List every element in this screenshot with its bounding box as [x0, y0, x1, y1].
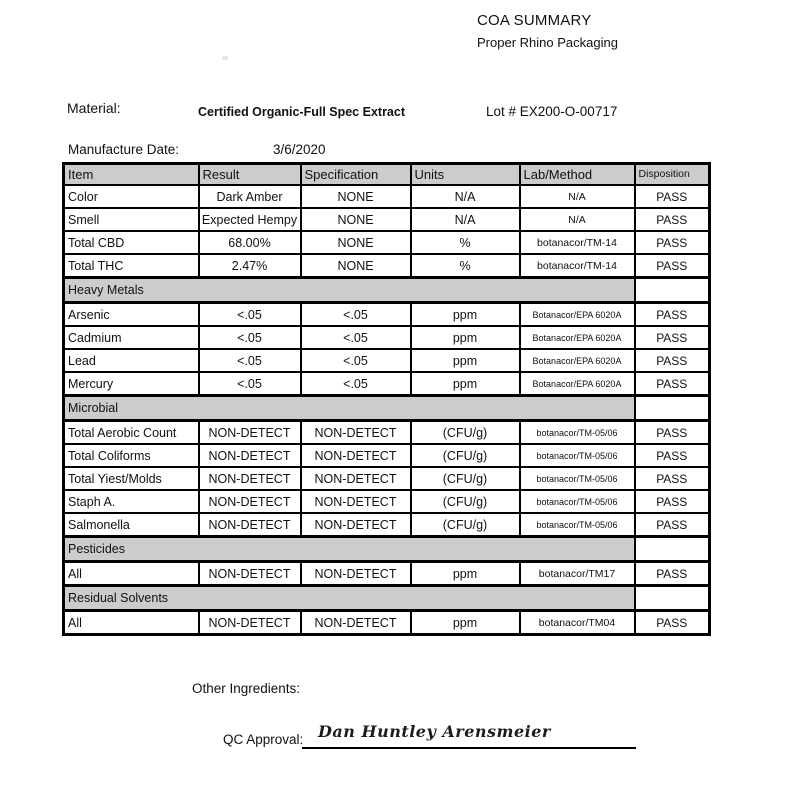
result-cell: 2.47% [199, 254, 301, 278]
section-row [64, 278, 710, 303]
column-header-specification: Specification [301, 164, 411, 186]
specification-cell: NONE [301, 231, 411, 254]
specification-cell: NON-DETECT [301, 467, 411, 490]
lab-method-cell: Botanacor/EPA 6020A [520, 326, 635, 349]
lab-method-cell: Botanacor/EPA 6020A [520, 349, 635, 372]
other-ingredients-label: Other Ingredients: [192, 681, 301, 696]
units-cell: (CFU/g) [411, 421, 520, 445]
table-row [64, 254, 710, 278]
disposition-cell: PASS [635, 303, 710, 327]
lab-method-cell: botanacor/TM-05/06 [520, 513, 635, 537]
table-row [64, 562, 710, 586]
item-cell: Total THC [64, 254, 199, 278]
units-cell: (CFU/g) [411, 490, 520, 513]
item-cell: Lead [64, 349, 199, 372]
section-label: Residual Solvents [64, 586, 635, 611]
specification-cell: NON-DETECT [301, 444, 411, 467]
lab-method-cell: botanacor/TM17 [520, 562, 635, 586]
lab-method-cell: N/A [520, 208, 635, 231]
section-label: Heavy Metals [64, 278, 635, 303]
section-row [64, 396, 710, 421]
result-cell: Expected Hempy [199, 208, 301, 231]
table-row [64, 513, 710, 537]
disposition-cell: PASS [635, 562, 710, 586]
lab-method-cell: botanacor/TM-05/06 [520, 444, 635, 467]
disposition-cell: PASS [635, 467, 710, 490]
coa-table-wrap [62, 162, 711, 636]
disposition-empty-cell [635, 396, 710, 421]
disposition-cell: PASS [635, 185, 710, 208]
disposition-cell: PASS [635, 326, 710, 349]
units-cell: % [411, 231, 520, 254]
table-row [64, 185, 710, 208]
item-cell: Staph A. [64, 490, 199, 513]
column-header-disposition: Disposition [635, 164, 710, 186]
disposition-empty-cell [635, 586, 710, 611]
qc-approval-label: QC Approval: [223, 732, 304, 747]
result-cell: Dark Amber [199, 185, 301, 208]
disposition-cell: PASS [635, 349, 710, 372]
units-cell: (CFU/g) [411, 467, 520, 490]
manufacture-date-label: Manufacture Date: [68, 142, 180, 157]
coa-table-body [64, 185, 710, 635]
lab-method-cell: botanacor/TM-05/06 [520, 490, 635, 513]
section-label: Pesticides [64, 537, 635, 562]
result-cell: NON-DETECT [199, 444, 301, 467]
lab-method-cell: botanacor/TM-05/06 [520, 467, 635, 490]
column-header-units: Units [411, 164, 520, 186]
result-cell: NON-DETECT [199, 611, 301, 635]
item-cell: All [64, 562, 199, 586]
units-cell: N/A [411, 185, 520, 208]
units-cell: (CFU/g) [411, 444, 520, 467]
table-row [64, 372, 710, 396]
lab-method-cell: botanacor/TM-05/06 [520, 421, 635, 445]
units-cell: ppm [411, 349, 520, 372]
specification-cell: NONE [301, 208, 411, 231]
qc-signature: Dan Huntley Arensmeier [318, 722, 551, 741]
coa-table [62, 162, 711, 636]
result-cell: NON-DETECT [199, 490, 301, 513]
units-cell: (CFU/g) [411, 513, 520, 537]
table-row [64, 303, 710, 327]
specification-cell: <.05 [301, 349, 411, 372]
doc-title: COA SUMMARY [477, 12, 592, 29]
specification-cell: NON-DETECT [301, 490, 411, 513]
result-cell: NON-DETECT [199, 513, 301, 537]
disposition-cell: PASS [635, 254, 710, 278]
item-cell: All [64, 611, 199, 635]
item-cell: Mercury [64, 372, 199, 396]
coa-table-head [64, 164, 710, 186]
table-row [64, 611, 710, 635]
table-row [64, 421, 710, 445]
specification-cell: NON-DETECT [301, 513, 411, 537]
result-cell: <.05 [199, 349, 301, 372]
table-row [64, 349, 710, 372]
lab-method-cell: Botanacor/EPA 6020A [520, 372, 635, 396]
units-cell: ppm [411, 611, 520, 635]
header-row [64, 164, 710, 186]
item-cell: Cadmium [64, 326, 199, 349]
result-cell: NON-DETECT [199, 467, 301, 490]
specification-cell: NON-DETECT [301, 421, 411, 445]
item-cell: Color [64, 185, 199, 208]
units-cell: ppm [411, 303, 520, 327]
manufacture-date-value: 3/6/2020 [273, 142, 326, 157]
material-value: Certified Organic-Full Spec Extract [198, 105, 405, 119]
units-cell: ppm [411, 562, 520, 586]
lab-method-cell: Botanacor/EPA 6020A [520, 303, 635, 327]
table-row [64, 326, 710, 349]
doc-subtitle: Proper Rhino Packaging [477, 35, 618, 50]
item-cell: Smell [64, 208, 199, 231]
item-cell: Total CBD [64, 231, 199, 254]
disposition-empty-cell [635, 278, 710, 303]
result-cell: <.05 [199, 326, 301, 349]
item-cell: Total Coliforms [64, 444, 199, 467]
section-row [64, 586, 710, 611]
result-cell: <.05 [199, 372, 301, 396]
result-cell: NON-DETECT [199, 421, 301, 445]
lab-method-cell: N/A [520, 185, 635, 208]
table-row [64, 444, 710, 467]
signature-line [302, 747, 636, 749]
table-row [64, 231, 710, 254]
material-label: Material: [67, 100, 121, 116]
disposition-cell: PASS [635, 611, 710, 635]
lab-method-cell: botanacor/TM-14 [520, 254, 635, 278]
item-cell: Total Aerobic Count [64, 421, 199, 445]
disposition-cell: PASS [635, 231, 710, 254]
disposition-cell: PASS [635, 421, 710, 445]
specification-cell: <.05 [301, 372, 411, 396]
units-cell: ppm [411, 326, 520, 349]
item-cell: Arsenic [64, 303, 199, 327]
column-header-item: Item [64, 164, 199, 186]
disposition-cell: PASS [635, 490, 710, 513]
specification-cell: NONE [301, 185, 411, 208]
specification-cell: NON-DETECT [301, 611, 411, 635]
lot-number: Lot # EX200-O-00717 [486, 104, 618, 119]
units-cell: ppm [411, 372, 520, 396]
specification-cell: <.05 [301, 303, 411, 327]
disposition-cell: PASS [635, 444, 710, 467]
section-row [64, 537, 710, 562]
item-cell: Total Yiest/Molds [64, 467, 199, 490]
disposition-cell: PASS [635, 372, 710, 396]
column-header-lab-method: Lab/Method [520, 164, 635, 186]
specification-cell: NONE [301, 254, 411, 278]
result-cell: 68.00% [199, 231, 301, 254]
table-row [64, 490, 710, 513]
disposition-cell: PASS [635, 208, 710, 231]
disposition-empty-cell [635, 537, 710, 562]
result-cell: NON-DETECT [199, 562, 301, 586]
specification-cell: NON-DETECT [301, 562, 411, 586]
lab-method-cell: botanacor/TM04 [520, 611, 635, 635]
units-cell: % [411, 254, 520, 278]
units-cell: N/A [411, 208, 520, 231]
section-label: Microbial [64, 396, 635, 421]
disposition-cell: PASS [635, 513, 710, 537]
column-header-result: Result [199, 164, 301, 186]
lab-method-cell: botanacor/TM-14 [520, 231, 635, 254]
table-row [64, 467, 710, 490]
scan-smudge [222, 56, 228, 60]
specification-cell: <.05 [301, 326, 411, 349]
table-row [64, 208, 710, 231]
result-cell: <.05 [199, 303, 301, 327]
item-cell: Salmonella [64, 513, 199, 537]
